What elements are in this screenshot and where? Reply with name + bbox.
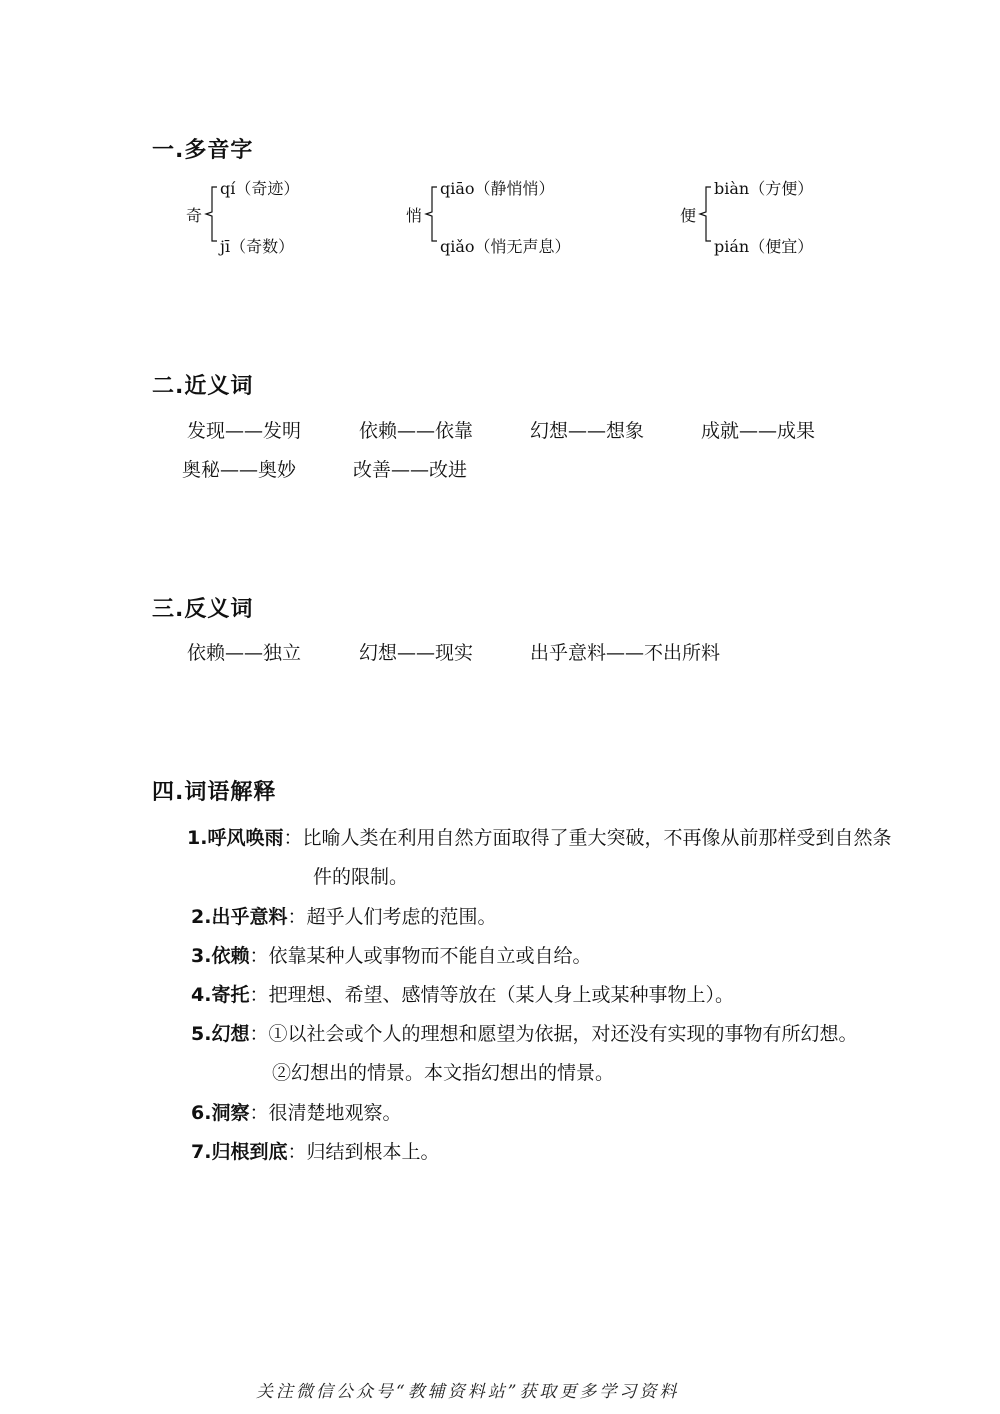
definition-text: 归结到根本上。 bbox=[306, 1141, 440, 1163]
definition-colon: ： bbox=[249, 1102, 269, 1124]
definition-item bbox=[191, 941, 591, 968]
definition-colon: ： bbox=[249, 1023, 269, 1045]
definition-continuation: 件的限制。 bbox=[313, 866, 409, 888]
synonym-pair: 发现——发明 bbox=[187, 420, 302, 442]
polyphone-reading-top: biàn（方便） bbox=[714, 179, 814, 198]
definition-text: ①以社会或个人的理想和愿望为依据，对还没有实现的事物有所幻想。 bbox=[268, 1023, 858, 1045]
section-title-synonyms: 二.近义词 bbox=[152, 374, 254, 399]
synonym-pair: 改善——改进 bbox=[353, 459, 468, 481]
section-title-antonyms: 三.反义词 bbox=[152, 597, 254, 622]
definition-text: 超乎人们考虑的范围。 bbox=[306, 906, 497, 928]
polyphone-reading-top: qí（奇迹） bbox=[220, 179, 300, 198]
definition-colon: ： bbox=[287, 1141, 307, 1163]
definition-continuation: ②幻想出的情景。本文指幻想出的情景。 bbox=[272, 1062, 615, 1084]
polyphone-reading-bottom: pián（便宜） bbox=[714, 237, 814, 256]
synonym-pair: 奥秘——奥妙 bbox=[182, 459, 297, 481]
polyphone-char: 悄 bbox=[406, 206, 423, 225]
definition-item bbox=[187, 823, 891, 850]
definition-colon: ： bbox=[249, 984, 269, 1006]
definition-term: 6.洞察 bbox=[191, 1102, 250, 1124]
definition-text: 比喻人类在利用自然方面取得了重大突破，不再像从前那样受到自然条 bbox=[302, 827, 892, 849]
polyphone-reading-bottom: jī（奇数） bbox=[220, 237, 295, 256]
brace-icon bbox=[204, 186, 218, 242]
antonym-pair: 依赖——独立 bbox=[187, 642, 302, 664]
synonym-pair: 依赖——依靠 bbox=[359, 420, 474, 442]
definition-item bbox=[191, 1019, 857, 1046]
definition-term: 5.幻想 bbox=[191, 1023, 250, 1045]
definition-term: 1.呼风唤雨 bbox=[187, 827, 284, 849]
brace-icon bbox=[698, 186, 712, 242]
definition-term: 4.寄托 bbox=[191, 984, 250, 1006]
definition-term: 7.归根到底 bbox=[191, 1141, 288, 1163]
footer-note: 关注微信公众号“教辅资料站”获取更多学习资料 bbox=[256, 1382, 680, 1402]
antonym-pair: 出乎意料——不出所料 bbox=[530, 642, 721, 664]
definition-item bbox=[191, 1098, 401, 1125]
synonym-pair: 幻想——想象 bbox=[530, 420, 645, 442]
definition-item bbox=[191, 902, 496, 929]
definition-item bbox=[191, 1137, 439, 1164]
polyphone-char: 便 bbox=[680, 206, 697, 225]
definition-colon: ： bbox=[283, 827, 303, 849]
definition-term: 3.依赖 bbox=[191, 945, 250, 967]
synonym-pair: 成就——成果 bbox=[701, 420, 816, 442]
definition-text: 很清楚地观察。 bbox=[268, 1102, 402, 1124]
section-title-definitions: 四.词语解释 bbox=[152, 780, 277, 805]
polyphone-reading-top: qiāo（静悄悄） bbox=[440, 179, 555, 198]
definition-item bbox=[191, 980, 734, 1007]
polyphone-char: 奇 bbox=[186, 206, 203, 225]
polyphone-reading-bottom: qiǎo（悄无声息） bbox=[440, 237, 571, 256]
antonym-pair: 幻想——现实 bbox=[359, 642, 474, 664]
brace-icon bbox=[424, 186, 438, 242]
definition-colon: ： bbox=[287, 906, 307, 928]
definition-term: 2.出乎意料 bbox=[191, 906, 288, 928]
section-title-polyphones: 一.多音字 bbox=[152, 138, 254, 163]
definition-text: 依靠某种人或事物而不能自立或自给。 bbox=[268, 945, 592, 967]
definition-text: 把理想、希望、感情等放在（某人身上或某种事物上）。 bbox=[268, 984, 734, 1006]
definition-colon: ： bbox=[249, 945, 269, 967]
